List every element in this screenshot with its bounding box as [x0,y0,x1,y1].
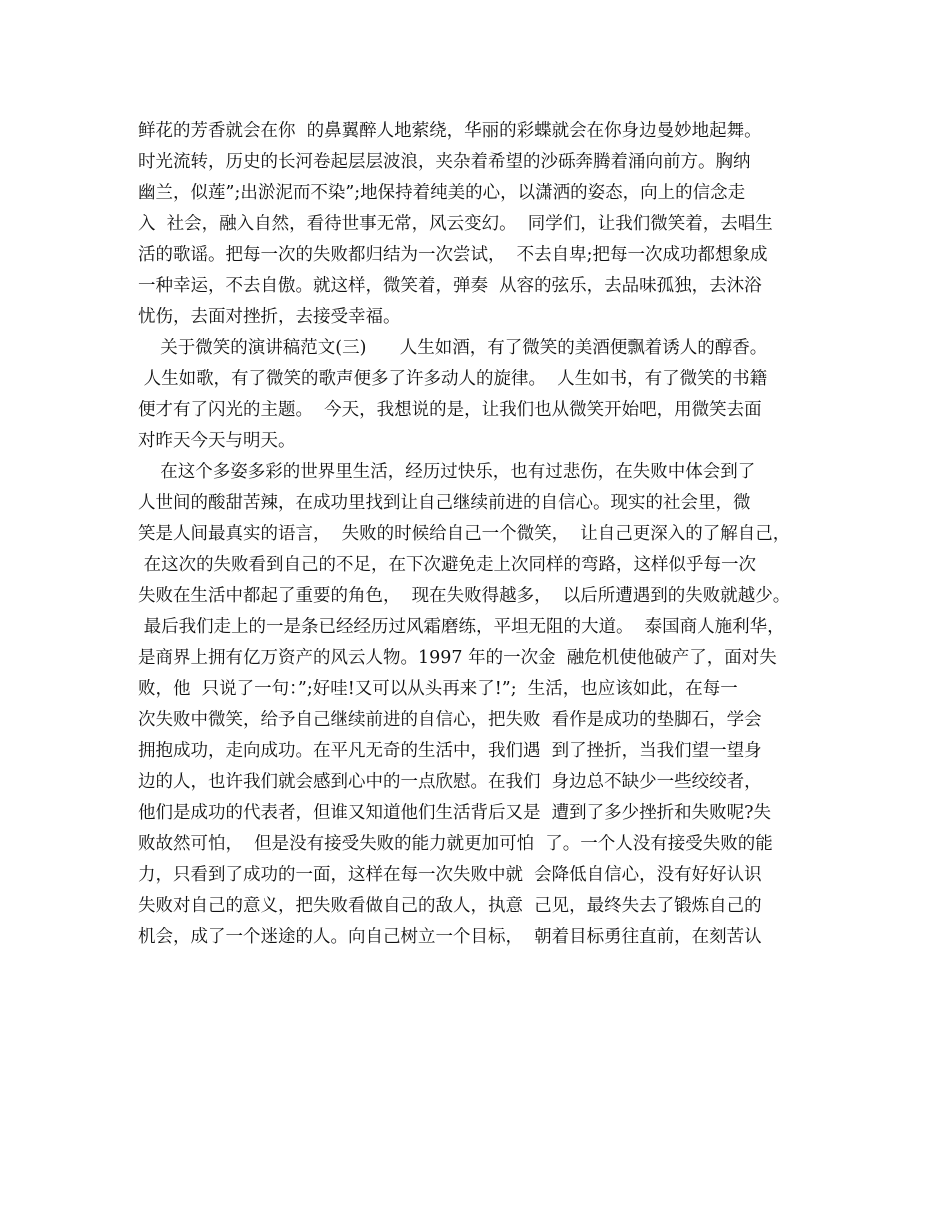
text-line: 是商界上拥有亿万资产的风云人物。1997 年的一次金 融危机使他破产了，面对失 [138,648,777,668]
text-line: 笑是人间最真实的语言， 失败的时候给自己一个微笑， 让自己更深入的了解自己， [138,524,791,544]
text-line: 最后我们走上的一是条已经经历过风霜磨练，平坦无阻的大道。 泰国商人施利华， [138,617,785,637]
text-line: 在这次的失败看到自己的不足，在下次避免走上次同样的弯路，这样似乎每一次 [138,555,757,575]
text-line: 幽兰，似莲”;出淤泥而不染”;地保持着纯美的心，以潇洒的姿态，向上的信念走 [138,183,746,203]
text-line: 败故然可怕， 但是没有接受失败的能力就更加可怕 了。一个人没有接受失败的能 [138,834,773,854]
text-line: 对昨天今天与明天。 [138,431,296,451]
text-line: 力，只看到了成功的一面，这样在每一次失败中就 会降低自信心，没有好好认识 [138,865,762,885]
text-line: 失败在生活中都起了重要的角色， 现在失败得越多， 以后所遭遇到的失败就越少。 [138,586,791,606]
text-line: 一种幸运，不去自傲。就这样，微笑着，弹奏 从容的弦乐，去品味孤独，去沐浴 [138,276,762,296]
text-line: 拥抱成功，走向成功。在平凡无奇的生活中，我们遇 到了挫折，当我们望一望身 [138,741,762,761]
section-heading-line: 关于微笑的演讲稿范文(三) 人生如酒，有了微笑的美酒便飘着诱人的醇香。 [138,338,768,358]
text-line: 边的人，也许我们就会感到心中的一点欣慰。在我们 身边总不缺少一些绞绞者， [138,772,762,792]
text-line: 他们是成功的代表者，但谁又知道他们生活背后又是 遭到了多少挫折和失败呢?失 [138,803,772,823]
text-line: 次失败中微笑，给予自己继续前进的自信心，把失败 看作是成功的垫脚石，学会 [138,710,762,730]
text-line: 败，他 只说了一句：”;好哇!又可以从头再来了!”; 生活，也应该如此，在每一 [138,679,738,699]
text-line: 机会，成了一个迷途的人。向自己树立一个目标， 朝着目标勇往直前，在刻苦认 [138,927,762,947]
text-line: 时光流转，历史的长河卷起层层波浪，夹杂着希望的沙砾奔腾着涌向前方。胸纳 [138,152,751,172]
text-line: 活的歌谣。把每一次的失败都归结为一次尝试， 不去自卑;把每一次成功都想象成 [138,245,768,265]
text-line: 鲜花的芳香就会在你 的鼻翼醉人地萦绕，华丽的彩蝶就会在你身边曼妙地起舞。 [138,121,762,141]
text-line: 在这个多姿多彩的世界里生活，经历过快乐，也有过悲伤，在失败中体会到了 [138,462,756,482]
text-line: 人生如歌，有了微笑的歌声便多了许多动人的旋律。 人生如书，有了微笑的书籍 [138,369,768,389]
body-text [138,116,828,953]
text-line: 人世间的酸甜苦辣，在成功里找到让自己继续前进的自信心。现实的社会里，微 [138,493,751,513]
text-line: 忧伤，去面对挫折，去接受幸福。 [138,307,401,327]
text-line: 入 社会，融入自然，看待世事无常，风云变幻。 同学们，让我们微笑着，去唱生 [138,214,773,234]
text-line: 便才有了闪光的主题。 今天，我想说的是，让我们也从微笑开始吧，用微笑去面 [138,400,762,420]
text-line: 失败对自己的意义，把失败看做自己的敌人，执意 己见，最终失去了锻炼自己的 [138,896,762,916]
